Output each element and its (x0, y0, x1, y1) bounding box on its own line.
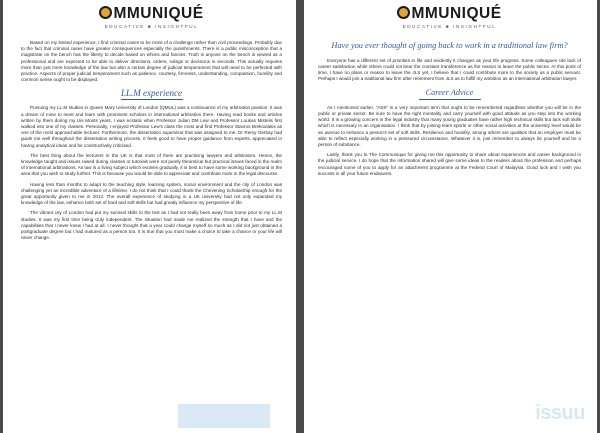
left-paragraph-5: The vibrant city of London had put my survival skills to the test as I had not really been away from home prior to my LL.M studies. It was my first time being truly independent. The situation had made me realized the strength that I have and the capabilities that I never knew I had at all. I never thought that a year could change myself so much as I did not just obtained a postgraduate degree but I had matured as a person too. It is true that you must make a choice to take a chance or your life will never change. (21, 210, 282, 241)
llm-experience-heading-text: LL.M experience (121, 88, 182, 99)
communique-logo (21, 0, 282, 33)
heading-underline (121, 99, 183, 100)
logo-tagline: EDUCATIVE ■ INSIGHTFUL (104, 24, 199, 29)
right-paragraph-2: As I mentioned earlier, "ASK" is a very important term that ought to be remembered regardless whether you will be in the public or private sector. Be sure to have the right mentality and carry yourself with good attitude as you step into the working world. It is a growing concern in the legal industry that many young graduates have rather high technical skills but lack soft skills which is necessary in an organisation. I think that by joining team sports or other social activities at the university level would be an avenue to enhance a person's set of soft skills. Resilience and humility, among others are qualities that an employer must be able to reflect especially working in a pressured circumstance. Whatever it is, just remember to always be yourself and be a person of substance. (318, 104, 581, 148)
communique-logo-right (318, 0, 581, 33)
logo-ring-icon (397, 6, 410, 19)
left-paragraph-2: Pursuing my LL.M studies in Queen Mary University of London (QMUL) was a continuance of my arbitration passion. It was a dream of mine to meet and learn with prominent scholars in international arbitration there. Having read books and articles written by them during my Uis Moots years, I was ecstatic when Professor Julian DM Lew and Professor Loukas Mistelis first walked into one of my classes. Personally, I enjoyed Professor Lew's class the most and find Professor Stavros Brekoulakis as one of the most approachable lecturer. Furthermore, the dissertation supervisor that was assigned to me, Dr Remy Gerbay had guide me well throughout the dissertation writing process. It feels good to have proper guidance from experts, appreciated in having analytical ideas and be constructively criticised. (21, 105, 282, 148)
right-paragraph-3: Lastly, thank you to The Communique for giving me this opportunity to share about experiences and career background in the judicial service. I do hope that the information shared will give some ideas to the readers about the profession and perhaps encouraged some of you to apply for an attachment programme at the Federal Court of Malaysia. Good luck and I wish you success in all your future endeavors. (318, 152, 581, 176)
llm-experience-heading (21, 88, 282, 100)
logo-tagline-right: EDUCATIVE ■ INSIGHTFUL (402, 24, 497, 29)
right-page (304, 0, 597, 433)
left-page (3, 0, 296, 433)
logo-ring-icon (99, 6, 112, 19)
career-advice-heading-text: Career Advice (425, 88, 474, 98)
left-paragraph-3: The best thing about the lecturers in the UK is that most of them are practicing lawyers and arbitrators. Hence, the knowledge taught and issues raised during classes or tutorials were not purely theoretical but practical issues faced in the realm of international arbitrations. As law is a living subject which evolves gradually, it is best to have some working background in the area that you wish to study further. This is because you would be able to appreciate and contribute more in the legal discourse. (21, 152, 282, 177)
issuu-watermark: issuu (535, 402, 585, 424)
heading-underline (419, 99, 481, 100)
text-highlight (178, 404, 270, 428)
logo-wordmark (21, 6, 282, 22)
logo-text-right: MMUNIQUÉ (411, 5, 502, 22)
career-advice-heading (318, 88, 581, 100)
logo-text: MMUNIQUÉ (113, 5, 204, 22)
left-paragraph-1: Based on my limited experience, I find criminal cases to be more of a challenge rather than civil proceedings. Probably due to the fact that criminal cases have greater consequences especially the punishments. There is a public misconception that a magistrate on the bench has the liberty to decide based on whims and fancies. Truth is anyone on the bench is viewed as a professional and are expected to be able to deliver directions, orders, rulings or decisions in seconds. This actually requires more than just mere knowledge of the law but also a certain degree of judicial temperament that will need to be perfected with practice. Aspects of proper judicial temperament such as patience, courtesy, firmness, understanding, compassion, humility and common sense ought to be displayed. (21, 40, 282, 83)
right-paragraph-1: Everyone has a different set of priorities in life and evidently it changes as your life progress. Some colleagues cite lack of career satisfaction while others could not bear the constant transference as the reason to leave the public sector. At this point of time, I have no plans or reason to leave the JLS yet. I believe that I could contribute more to the society as a public servant. Perhaps I would join a traditional law firm after retirement from JLS as to fulfill my ambition as an international arbitration lawyer. (318, 57, 581, 82)
law-firm-question-heading: Have you ever thought of going back to work in a traditional law firm? (331, 41, 568, 50)
left-paragraph-4: Having less than months to adapt to the teaching style, learning system, social environment and the city of London was challenging yet an incredible adventure of a lifetime. I do not think that I could thank the Chevening Scholarship enough for the great opportunity given to me in 2012. The overall experience of studying in a UK university had not only expanded my knowledge of the law, enhance both set of hard and soft skills but had greatly influence my perspective of life. (21, 181, 282, 206)
logo-wordmark-right (318, 6, 581, 22)
